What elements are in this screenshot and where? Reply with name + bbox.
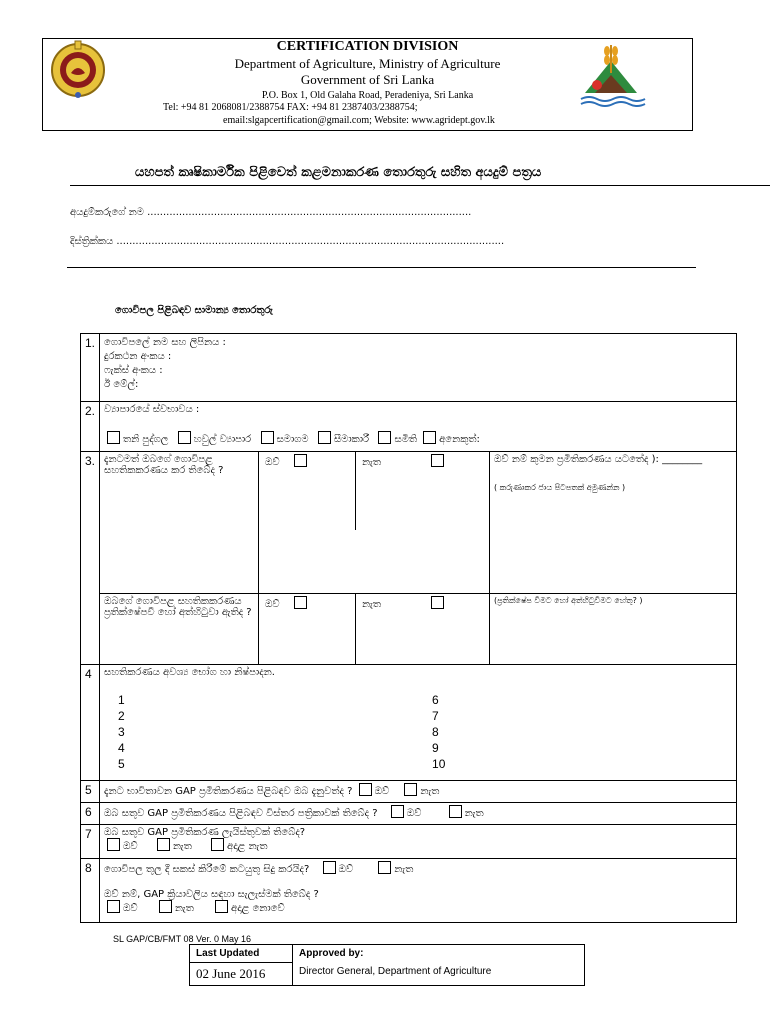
- table-row: [81, 665, 737, 781]
- gap-leaflet-cell: [100, 803, 737, 825]
- national-emblem-icon: [49, 39, 107, 101]
- no-label: නැත: [362, 599, 382, 610]
- checkbox-checklist-yes[interactable]: [107, 838, 120, 851]
- checkbox-society[interactable]: [378, 431, 391, 444]
- business-type-options: [104, 431, 732, 445]
- processing-cell: [100, 859, 737, 923]
- checkbox-rejected-no[interactable]: [431, 596, 444, 609]
- checkbox-processing-yes[interactable]: [323, 861, 336, 874]
- yes-label: ඔව්: [123, 903, 138, 914]
- yes-label: ඔව්: [406, 808, 422, 819]
- last-updated-label: Last Updated: [190, 945, 293, 963]
- division-title: CERTIFICATION DIVISION: [276, 39, 459, 54]
- checkbox-checklist-no[interactable]: [157, 838, 170, 851]
- checkbox-aware-no[interactable]: [404, 783, 417, 796]
- district-field[interactable]: දිස්ත්‍රික්කය ..........................................................................................................................: [70, 236, 505, 247]
- yes-label: ඔව්: [374, 786, 390, 797]
- processing-question: ගොවිපල තුල දී සකස් කිරීමේ කටයුතු සිදු කරයිද?: [104, 864, 310, 875]
- gap-awareness-question: දැනට භාවිතාවන GAP ප්‍රමිතිකරණය පිළිබඳව ඔබ දැනුවත්ද ?: [104, 786, 353, 797]
- government-line: Government of Sri Lanka: [300, 72, 435, 87]
- checkbox-partnership[interactable]: [178, 431, 191, 444]
- product-line-number: 3: [118, 725, 125, 739]
- table-row: [81, 825, 737, 859]
- no-label: නැත: [464, 808, 484, 819]
- product-line-number: 1: [118, 693, 125, 707]
- option-label: සීමාකාරී: [333, 434, 370, 445]
- product-line-number: 8: [432, 725, 439, 739]
- farm-name-address-label: ගොවිපලේ නම සහ ලිපිනය :: [104, 337, 226, 348]
- fax-label: ෆැක්ස් අංකය :: [104, 365, 163, 376]
- table-row: [190, 945, 585, 963]
- row-number: 4: [81, 665, 100, 781]
- approved-by-label: Approved by:: [293, 945, 585, 963]
- department-line: Department of Agriculture, Ministry of Agriculture: [234, 56, 501, 71]
- product-line-number: 2: [118, 709, 125, 723]
- standard-followup-label: ඔව් නම් කුමන ප්‍රමිතිකරණය යටතේද ): ________: [494, 454, 703, 465]
- row-number: 6: [81, 803, 100, 825]
- table-row: [190, 963, 585, 986]
- table-row: [81, 859, 737, 923]
- gap-plan-question: ඔව් නම්, GAP ක්‍රියාවලිය සඳහා සැලැස්මක් තිබේද ?: [104, 889, 319, 900]
- yes-label: ඔව්: [338, 864, 354, 875]
- table-row: [81, 781, 737, 803]
- yes-label: ඔව්: [265, 457, 280, 468]
- product-line-number: 7: [432, 709, 439, 723]
- no-label: නැත: [172, 841, 192, 852]
- phone-label: දුරකථන අංකය :: [104, 351, 172, 362]
- checkbox-rejected-yes[interactable]: [294, 596, 307, 609]
- no-label: නැත: [362, 457, 382, 468]
- title-underline: [70, 185, 770, 186]
- checkbox-limited[interactable]: [318, 431, 331, 444]
- form-code: SL GAP/CB/FMT 08 Ver. 0 May 16: [113, 934, 252, 944]
- checkbox-plan-na[interactable]: [215, 900, 228, 913]
- rejected-answer-cell: [259, 594, 490, 665]
- table-row: [81, 402, 737, 452]
- checkbox-checklist-na[interactable]: [211, 838, 224, 851]
- option-label: අනෙකුත්:: [439, 434, 480, 445]
- na-label: අදාළ නැත: [227, 841, 268, 852]
- table-row: [81, 594, 737, 665]
- form-title: යහපත් කෘෂිකාර්මික පිළිවෙත් කළමනාකරණ තොරතුරු සහිත අයදුම් පත්‍රය: [135, 165, 542, 180]
- table-row: [81, 452, 737, 594]
- rejection-reason-cell[interactable]: (ප්‍රතික්ෂේප වීමට හෝ අත්හිටුවීමට හේතු? ): [490, 594, 737, 665]
- checkbox-aware-yes[interactable]: [359, 783, 372, 796]
- no-label: නැත: [394, 864, 414, 875]
- checkbox-individual[interactable]: [107, 431, 120, 444]
- attach-copy-note: ( කරුණාකර ජාය පිටපතක් අමුණන්න ): [494, 483, 626, 492]
- checkbox-company[interactable]: [261, 431, 274, 444]
- yes-label: ඔව්: [123, 841, 138, 852]
- option-label: සමාගම: [276, 434, 309, 445]
- product-line-number: 10: [432, 757, 446, 771]
- gap-leaflet-question: ඔබ සතුව GAP ප්‍රමිතිකරණය පිළිබඳව විස්තර පත්‍රිකාවක් තිබේද ?: [104, 808, 378, 819]
- row-number: 5: [81, 781, 100, 803]
- checkbox-certified-no[interactable]: [431, 454, 444, 467]
- row-number: 1.: [81, 334, 100, 402]
- option-label: තනි පුද්ගල: [123, 434, 169, 445]
- checkbox-leaflet-no[interactable]: [449, 805, 462, 818]
- products-label: සහතිකරණය අවශ්‍ය භෝග හා නිෂ්පාදන.: [104, 667, 275, 678]
- certified-question: දැනටමත් ඔබගේ ගොවිපළ සහතිකකරණය කර තිබේද ?: [100, 452, 259, 594]
- rejected-question: ඔබගේ ගොවිපළ සහතිකකරණය ප්‍රතික්ෂේපවී හෝ අත්හිටුවා ඇතිද ?: [100, 594, 259, 665]
- last-updated-value: 02 June 2016: [190, 963, 293, 986]
- certified-answer-cell: [259, 452, 490, 594]
- option-label: සමිති: [394, 434, 417, 445]
- business-nature-label: ව්‍යාපාරයේ ස්වභාවය :: [104, 404, 200, 415]
- checkbox-plan-no[interactable]: [159, 900, 172, 913]
- na-label: අදාළ නොවේ: [231, 903, 285, 914]
- divider: [67, 267, 696, 268]
- email-line: email:slgapcertification@gmail.com; Website: www.agridept.gov.lk: [223, 115, 495, 126]
- checkbox-processing-no[interactable]: [378, 861, 391, 874]
- agriculture-logo-icon: [575, 41, 647, 113]
- gap-checklist-cell: [100, 825, 737, 859]
- certification-standard-cell[interactable]: [490, 452, 737, 594]
- checkbox-certified-yes[interactable]: [294, 454, 307, 467]
- table-row: [81, 334, 737, 402]
- tel-line: Tel: +94 81 2068081/2388754 FAX: +94 81 2387403/2388754;: [163, 102, 418, 113]
- checkbox-plan-yes[interactable]: [107, 900, 120, 913]
- row-number: 7: [81, 825, 100, 859]
- product-line-number: 5: [118, 757, 125, 771]
- gap-checklist-question: ඔබ සතුව GAP ප්‍රමිතිකරණ ලැයිස්තුවක් තිබේද?: [104, 827, 306, 838]
- revision-table: [189, 944, 585, 986]
- product-line-number: 9: [432, 741, 439, 755]
- approved-by-value: Director General, Department of Agriculture: [293, 963, 585, 986]
- gap-awareness-cell: [100, 781, 737, 803]
- email-label: ඊ මේල්:: [104, 379, 139, 390]
- row-number: 2.: [81, 402, 100, 452]
- product-line-number: 6: [432, 693, 439, 707]
- table-row: [81, 803, 737, 825]
- address-line: P.O. Box 1, Old Galaha Road, Peradeniya, Sri Lanka: [261, 90, 474, 101]
- row-number: 3.: [81, 452, 100, 665]
- row-number: 8: [81, 859, 100, 923]
- checkbox-leaflet-yes[interactable]: [391, 805, 404, 818]
- no-label: නැත: [174, 903, 194, 914]
- no-label: නැත: [420, 786, 440, 797]
- farm-contact-cell[interactable]: [100, 334, 737, 402]
- yes-label: ඔව්: [265, 599, 280, 610]
- general-info-table: [80, 333, 737, 923]
- products-cell[interactable]: [100, 665, 737, 781]
- section-title: ගොවිපල පිළිබඳව සාමාන්‍ය තොරතුරු: [115, 305, 273, 316]
- option-label: හවුල් ව්‍යාපාර: [193, 434, 252, 445]
- applicant-name-field[interactable]: අයදුම්කරුගේ නම ......................................................................................................: [70, 207, 472, 218]
- letterhead: [42, 38, 693, 131]
- checkbox-other[interactable]: [423, 431, 436, 444]
- business-nature-cell: [100, 402, 737, 452]
- product-line-number: 4: [118, 741, 125, 755]
